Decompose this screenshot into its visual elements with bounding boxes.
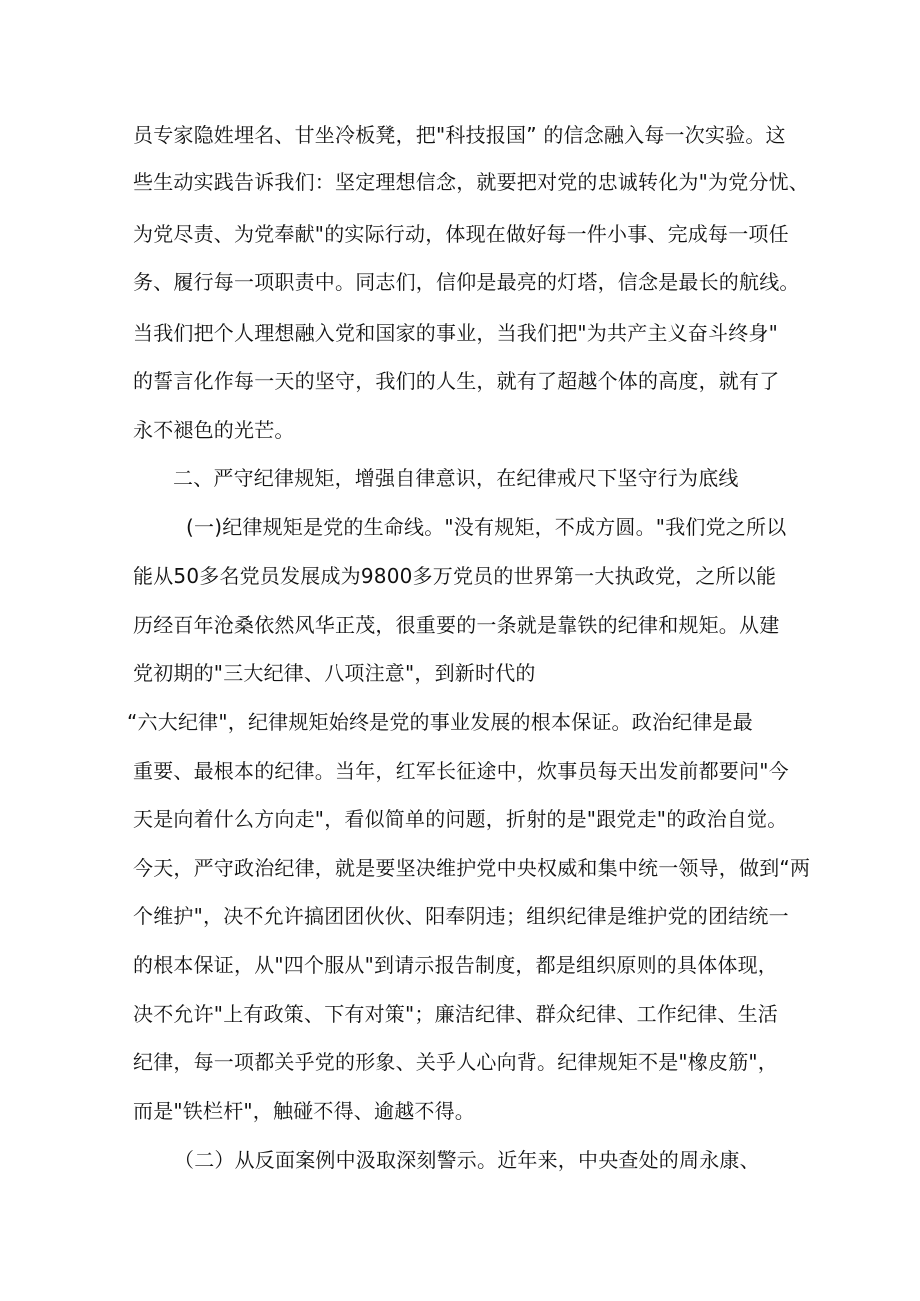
paragraph-line: 党初期的"三大纪律、八项注意"，到新时代的 <box>133 661 536 685</box>
paragraph-line: 天是向着什么方向走"，看似简单的问题，折射的是"跟党走"的政治自觉。 <box>133 807 788 831</box>
paragraph-line: 当我们把个人理想融入党和国家的事业，当我们把"为共产主义奋斗终身" <box>133 321 778 345</box>
paragraph-line: “六大纪律"，纪律规矩始终是党的事业发展的根本保证。政治纪律是最 <box>127 710 753 734</box>
paragraph-line: 重要、最根本的纪律。当年，红军长征途中，炊事员每天出发前都要问"今 <box>133 759 789 783</box>
paragraph-line: 些生动实践告诉我们：坚定理想信念，就要把对党的忠诚转化为"为党分忧、 <box>133 170 809 194</box>
paragraph-line: 为党尽责、为党奉献"的实际行动，体现在做好每一件小事、完成每一项任 <box>133 222 789 246</box>
paragraph-line: 永不褪色的光芒。 <box>133 418 295 442</box>
paragraph-line: 能从50多名党员发展成为9800多万党员的世界第一大执政党，之所以能 <box>133 564 777 588</box>
paragraph-line: 决不允许"上有政策、下有对策"；廉洁纪律、群众纪律、工作纪律、生活 <box>133 1002 778 1026</box>
paragraph-line: 务、履行每一项职责中。同志们，信仰是最亮的灯塔，信念是最长的航线。 <box>133 270 800 294</box>
paragraph-line: （二）从反面案例中汲取深刻警示。近年来，中央查处的周永康、 <box>174 1148 760 1172</box>
paragraph-line: 纪律，每一项都关乎党的形象、关乎人心向背。纪律规矩不是"橡皮筋"， <box>133 1050 778 1074</box>
paragraph-line: 的誓言化作每一天的坚守，我们的人生，就有了超越个体的高度，就有了 <box>133 369 780 393</box>
paragraph-line: 的根本保证，从"四个服从"到请示报告制度，都是组织原则的具体体现， <box>133 953 778 977</box>
paragraph-line: 历经百年沧桑依然风华正茂，很重要的一条就是靠铁的纪律和规矩。从建 <box>133 613 780 637</box>
paragraph-line: 个维护"，决不允许搞团团伙伙、阳奉阴违；组织纪律是维护党的团结统一 <box>133 904 789 928</box>
section-heading: 二、严守纪律规矩，增强自律意识，在纪律戒尺下坚守行为底线 <box>173 466 739 490</box>
paragraph-line: 而是"铁栏杆"，触碰不得、逾越不得。 <box>133 1099 475 1123</box>
paragraph-line: 员专家隐姓埋名、甘坐冷板凳，把"科技报国” 的信念融入每一次实验。这 <box>133 123 786 147</box>
paragraph-line: 今天，严守政治纪律，就是要坚决维护党中央权威和集中统一领导，做到“两 <box>133 856 811 880</box>
paragraph-line: (一)纪律规矩是党的生命线。"没有规矩，不成方圆。"我们党之所以 <box>186 515 787 539</box>
